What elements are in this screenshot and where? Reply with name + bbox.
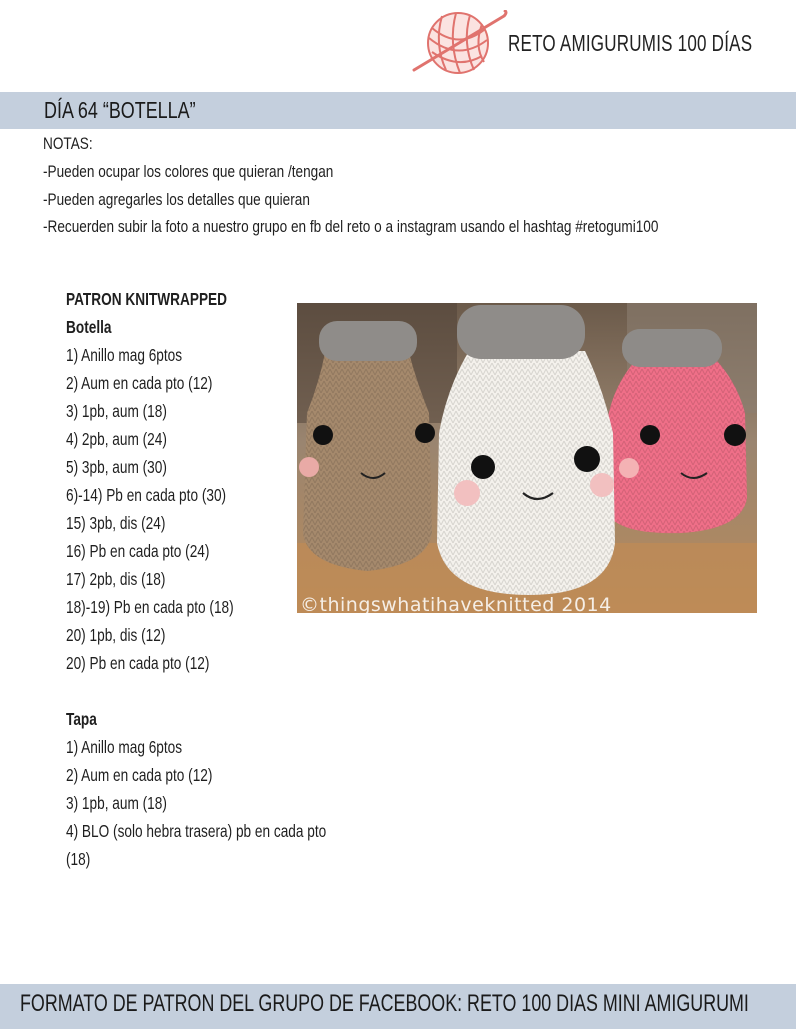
bottle-step: 20) 1pb, dis (12) xyxy=(66,625,166,645)
header-title: RETO AMIGURUMIS 100 DÍAS xyxy=(508,30,753,56)
bottle-step: 18)-19) Pb en cada pto (18) xyxy=(66,597,234,617)
yarn-ball-logo-icon xyxy=(410,10,510,76)
bottle-section-title: Botella xyxy=(66,317,112,337)
day-title: DÍA 64 “BOTELLA” xyxy=(44,97,196,123)
note-item: -Pueden ocupar los colores que quieran /tengan xyxy=(43,162,334,181)
bottle-step: 16) Pb en cada pto (24) xyxy=(66,541,210,561)
bottle-step: 2) Aum en cada pto (12) xyxy=(66,373,213,393)
cap-step: (18) xyxy=(66,849,91,869)
bottle-step: 1) Anillo mag 6ptos xyxy=(66,345,183,365)
pattern-heading: PATRON KNITWRAPPED xyxy=(66,289,228,309)
bottle-step: 5) 3pb, aum (30) xyxy=(66,457,167,477)
photo-watermark: ©thingswhatihaveknitted 2014 xyxy=(300,594,612,616)
cap-step: 1) Anillo mag 6ptos xyxy=(66,737,183,757)
cap-section-title: Tapa xyxy=(66,709,97,729)
note-item: -Pueden agregarles los detalles que quieran xyxy=(43,190,310,209)
bottle-step: 17) 2pb, dis (18) xyxy=(66,569,166,589)
note-item: -Recuerden subir la foto a nuestro grupo en fb del reto o a instagram usando el hashtag #retogumi100 xyxy=(43,217,659,236)
amigurumi-bottles-photo xyxy=(297,303,757,613)
cap-step: 4) BLO (solo hebra trasera) pb en cada pto xyxy=(66,821,327,841)
cap-step: 2) Aum en cada pto (12) xyxy=(66,765,213,785)
bottle-step: 4) 2pb, aum (24) xyxy=(66,429,167,449)
footer-text: FORMATO DE PATRON DEL GRUPO DE FACEBOOK: RETO 100 DIAS MINI AMIGURUMI xyxy=(20,990,749,1017)
cap-step: 3) 1pb, aum (18) xyxy=(66,793,167,813)
bottle-step: 3) 1pb, aum (18) xyxy=(66,401,167,421)
bottle-step: 15) 3pb, dis (24) xyxy=(66,513,166,533)
bottle-step: 20) Pb en cada pto (12) xyxy=(66,653,210,673)
notes-heading: NOTAS: xyxy=(43,134,93,153)
bottle-step: 6)-14) Pb en cada pto (30) xyxy=(66,485,227,505)
